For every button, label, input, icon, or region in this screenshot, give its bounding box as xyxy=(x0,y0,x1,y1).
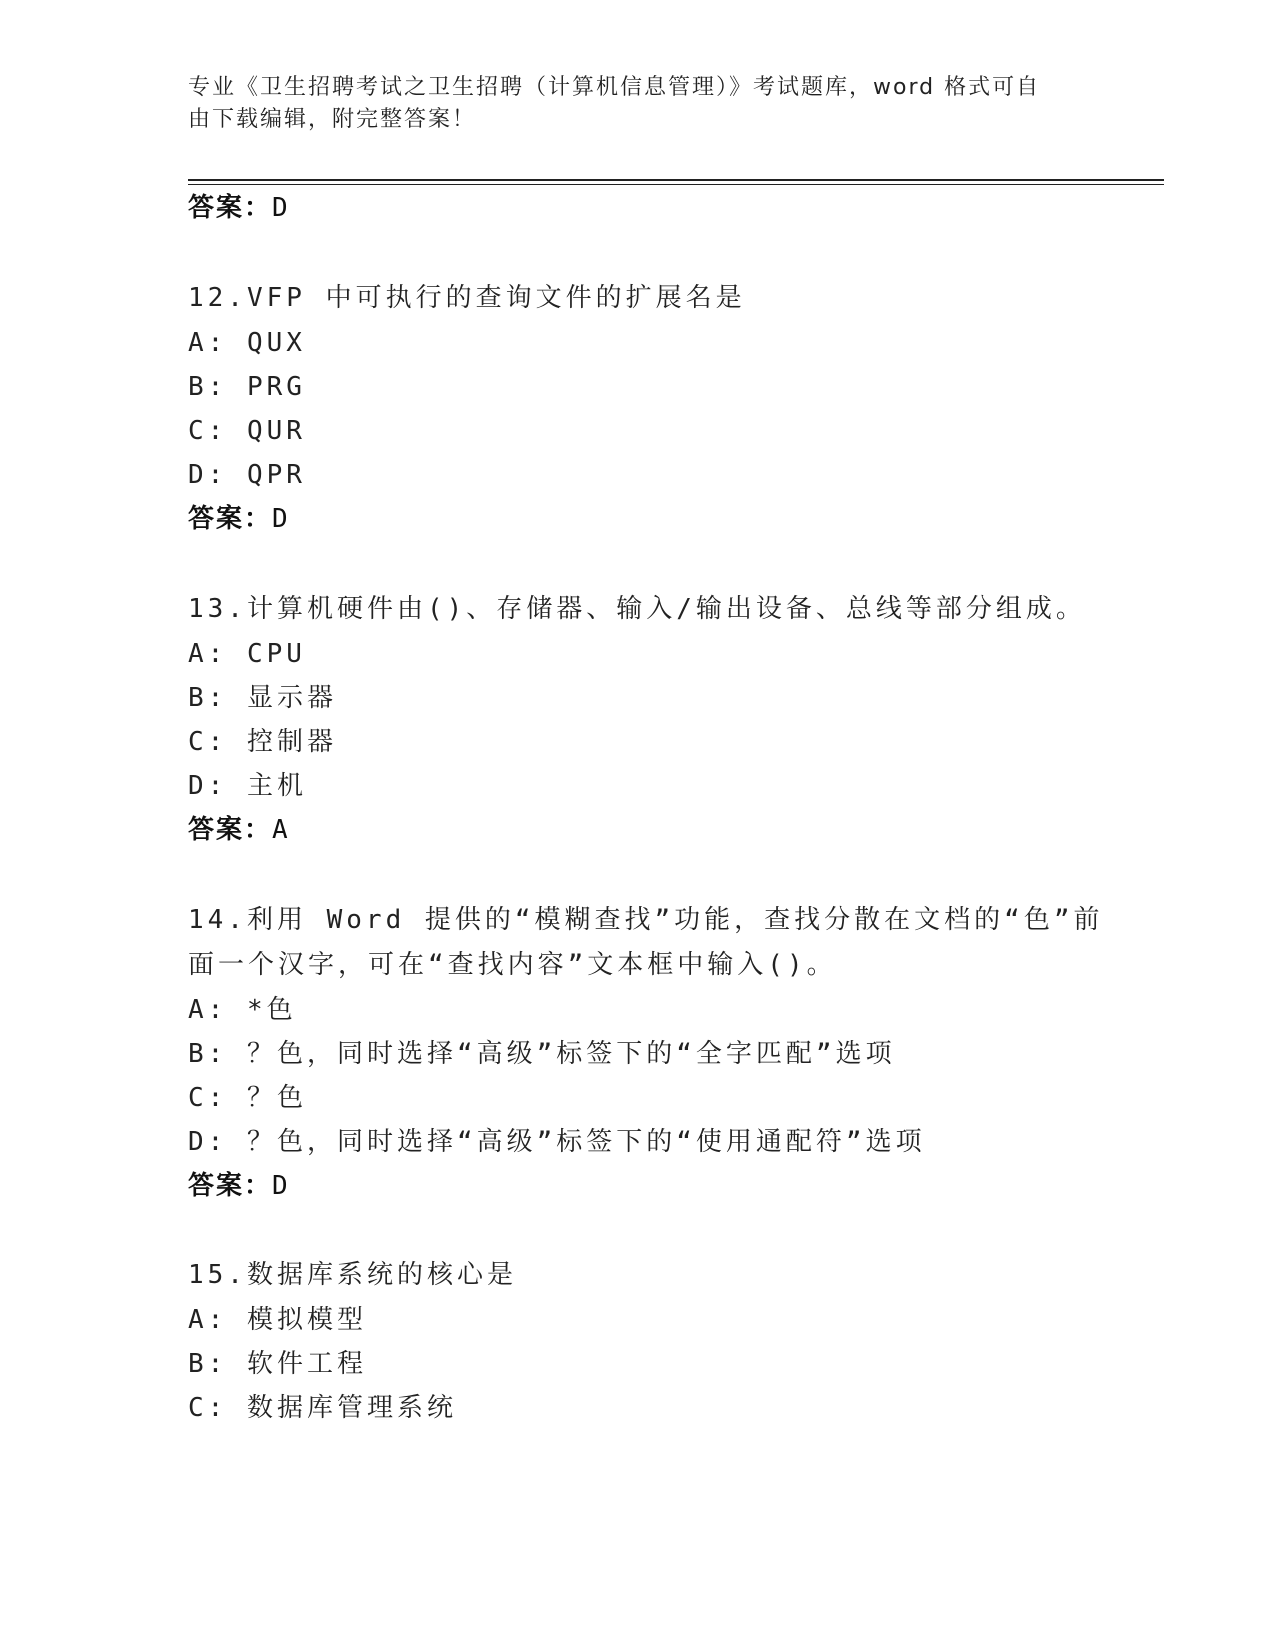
question-title: 14.利用 Word 提供的“模糊查找”功能，查找分散在文档的“色”前 xyxy=(188,905,1104,935)
header-line-1: 专业《卫生招聘考试之卫生招聘（计算机信息管理）》考试题库，word 格式可自 xyxy=(188,75,1041,100)
question-title: 13.计算机硬件由()、存储器、输入/输出设备、总线等部分组成。 xyxy=(188,594,1086,624)
option-d: D: ？色，同时选择“高级”标签下的“使用通配符”选项 xyxy=(188,1127,926,1157)
option-c: C: 控制器 xyxy=(188,727,337,757)
answer-line: 答案：D xyxy=(188,504,290,534)
header-rule xyxy=(188,179,1164,181)
option-b: B: PRG xyxy=(188,372,306,402)
option-a: A: QUX xyxy=(188,328,306,358)
option-c: C: QUR xyxy=(188,416,306,446)
question-title-cont: 面一个汉字，可在“查找内容”文本框中输入()。 xyxy=(188,950,837,980)
header-line-2: 由下载编辑，附完整答案！ xyxy=(188,107,477,132)
option-c: C: 数据库管理系统 xyxy=(188,1393,457,1423)
option-b: B: 软件工程 xyxy=(188,1349,367,1379)
answer-line: 答案：D xyxy=(188,1171,290,1201)
question-title: 15.数据库系统的核心是 xyxy=(188,1260,517,1290)
option-d: D: 主机 xyxy=(188,771,307,801)
option-a: A: 模拟模型 xyxy=(188,1305,367,1335)
question-title: 12.VFP 中可执行的查询文件的扩展名是 xyxy=(188,283,746,313)
document-header xyxy=(188,72,1068,136)
answer-line: 答案：D xyxy=(188,193,290,223)
header-rule-thin xyxy=(188,184,1164,185)
answer-line: 答案：A xyxy=(188,815,290,845)
option-a: A: CPU xyxy=(188,639,306,669)
option-b: B: 显示器 xyxy=(188,683,337,713)
option-d: D: QPR xyxy=(188,460,306,490)
option-b: B: ？色，同时选择“高级”标签下的“全字匹配”选项 xyxy=(188,1039,896,1069)
option-a: A: *色 xyxy=(188,995,297,1025)
option-c: C: ？色 xyxy=(188,1083,307,1113)
